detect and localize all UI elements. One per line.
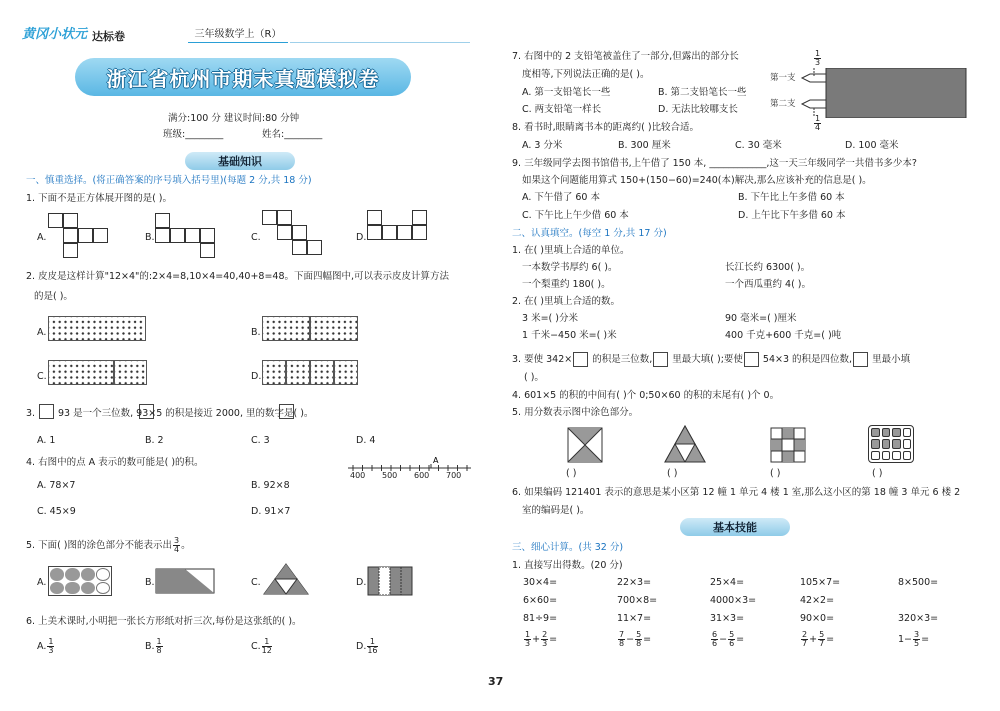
q1-text: 1. 下面不是正方体展开图的是( )。 (26, 193, 173, 204)
subject-tag: 三年级数学上（R） (188, 27, 288, 43)
section-2-heading: 二、认真填空。(每空 1 分,共 17 分) (512, 228, 667, 239)
f5-fig-1 (567, 427, 603, 463)
q3-opt-b: B. 2 (145, 435, 164, 446)
f3-box-1[interactable] (573, 352, 588, 367)
q3-text: 93 是一个三位数, 93×5 的积是接近 2000, 里的数字是( )。 (58, 408, 314, 419)
brand-logo: 黄冈小状元 (22, 27, 88, 42)
section-1-heading: 一、慎重选择。(将正确答案的序号填入括号里)(每题 2 分,共 18 分) (26, 175, 312, 186)
section-skill-pill: 基本技能 (680, 518, 790, 536)
f2-item-2: 90 毫米=( )厘米 (725, 313, 797, 324)
f5-text: 5. 用分数表示图中涂色部分。 (512, 407, 639, 418)
f1-item-3: 一个梨重约 180( )。 (522, 279, 611, 290)
f1-text: 1. 在( )里填上合适的单位。 (512, 245, 630, 256)
q2-text: 2. 皮皮是这样计算"12×4"的:2×4=8,10×4=40,40+8=48。下面四幅图中,可以表示皮皮计算方法 (26, 271, 450, 282)
q2-text-2: 的是( )。 (34, 291, 73, 302)
q8-opt-a: A. 3 分米 (522, 140, 563, 151)
f3-box-3[interactable] (744, 352, 759, 367)
q4-opt-a: A. 78×7 (37, 480, 76, 491)
figure-b-rect (155, 568, 215, 594)
class-field: 班级:________ (163, 129, 224, 140)
f1-item-2: 长江长约 6300( )。 (725, 262, 811, 273)
exam-meta: 满分:100 分 建议时间:80 分钟 (168, 113, 300, 124)
section-basic-pill: 基础知识 (185, 152, 295, 170)
series-label: 达标卷 (92, 30, 125, 43)
q3-number: 3. (26, 408, 36, 419)
q3-opt-d: D. 4 (356, 435, 376, 446)
header-rule (290, 42, 470, 43)
q4-text: 4. 右图中的点 A 表示的数可能是( )的积。 (26, 457, 204, 468)
q3-opt-c: C. 3 (251, 435, 270, 446)
name-field: 姓名:________ (262, 129, 323, 140)
nl-label-400: 400 (350, 471, 366, 480)
q9-opt-b: B. 下午比上午多借 60 本 (738, 192, 845, 203)
f3-text-2: ( )。 (524, 372, 544, 383)
q9-text: 9. 三年级同学去图书馆借书,上午借了 150 本, ____________,这一天三年级同学一共借书多少本? (512, 158, 917, 169)
f5-fig-4 (868, 425, 914, 463)
f5-fig-2 (664, 425, 706, 463)
f2-text: 2. 在( )里填上合适的数。 (512, 296, 621, 307)
q5-fraction: $\frac{3}{4}$ (174, 536, 180, 554)
f1-item-1: 一本数学书厚约 6( )。 (522, 262, 618, 273)
q7-text-2: 度相等,下列说法正确的是( )。 (522, 69, 650, 80)
nl-label-700: 700 (446, 471, 462, 480)
q8-text: 8. 看书时,眼睛离书本的距离约( )比较合适。 (512, 122, 700, 133)
nl-label-600: 600 (414, 471, 430, 480)
q3-box-1[interactable] (39, 404, 54, 419)
nl-label-500: 500 (382, 471, 398, 480)
point-a-label: A (433, 456, 439, 465)
q8-opt-b: B. 300 厘米 (618, 140, 671, 151)
q9-opt-a: A. 下午借了 60 本 (522, 192, 600, 203)
q8-opt-d: D. 100 毫米 (845, 140, 899, 151)
f3-text: 3. 要使 342× 的积是三位数, 里最大填( );要使 54×3 的积是四位数, 里最小填 (512, 354, 911, 365)
f6-text: 6. 如果编码 121401 表示的意思是某小区第 12 幢 1 单元 4 楼 1 室,那么这小区的第 18 幢 3 单元 6 楼 2 (512, 487, 961, 498)
q9-text-2: 如果这个问题能用算式 150+(150−60)=240(本)解决,那么应该补充的信息是( )。 (522, 175, 872, 186)
f5-fig-3 (770, 427, 806, 463)
section-3-heading: 三、细心计算。(共 32 分) (512, 542, 624, 553)
f1-item-4: 一个西瓜重约 4( )。 (725, 279, 811, 290)
q7-opt-b: B. 第二支铅笔长一些 (658, 87, 747, 98)
q7-opt-c: C. 两支铅笔一样长 (522, 104, 602, 115)
q7-text: 7. 右图中的 2 支铅笔被盖住了一部分,但露出的部分长 (512, 51, 739, 62)
q9-opt-c: C. 下午比上午少借 60 本 (522, 210, 629, 221)
q9-opt-d: D. 上午比下午多借 60 本 (738, 210, 846, 221)
c1-text: 1. 直接写出得数。(20 分) (512, 560, 623, 571)
f2-item-1: 3 米=( )分米 (522, 313, 578, 324)
q4-opt-b: B. 92×8 (251, 480, 290, 491)
q8-opt-c: C. 30 毫米 (735, 140, 782, 151)
f3-box-2[interactable] (653, 352, 668, 367)
f6-text-2: 室的编码是( )。 (522, 505, 590, 516)
q7-opt-a: A. 第一支铅笔长一些 (522, 87, 611, 98)
q4-opt-c: C. 45×9 (37, 506, 76, 517)
f2-item-3: 1 千米−450 米=( )米 (522, 330, 617, 341)
exam-title: 浙江省杭州市期末真题模拟卷 (75, 58, 411, 96)
figure-c-triangle (262, 562, 310, 596)
q7-opt-d: D. 无法比较哪支长 (658, 104, 738, 115)
f3-box-4[interactable] (853, 352, 868, 367)
page-number: 37 (488, 675, 504, 688)
figure-a-apples (48, 566, 112, 596)
q4-opt-d: D. 91×7 (251, 506, 291, 517)
q6-text: 6. 上美术课时,小明把一张长方形纸对折三次,每份是这张纸的( )。 (26, 616, 302, 627)
f4-text: 4. 601×5 的积的中间有( )个 0;50×60 的积的末尾有( )个 0。 (512, 390, 780, 401)
f2-item-4: 400 千克+600 千克=( )吨 (725, 330, 842, 341)
q5-text: 5. 下面( )图的涂色部分不能表示出 $\frac{3}{4}$ 。 (26, 536, 191, 554)
figure-d-rect (367, 566, 413, 596)
q3-opt-a: A. 1 (37, 435, 56, 446)
